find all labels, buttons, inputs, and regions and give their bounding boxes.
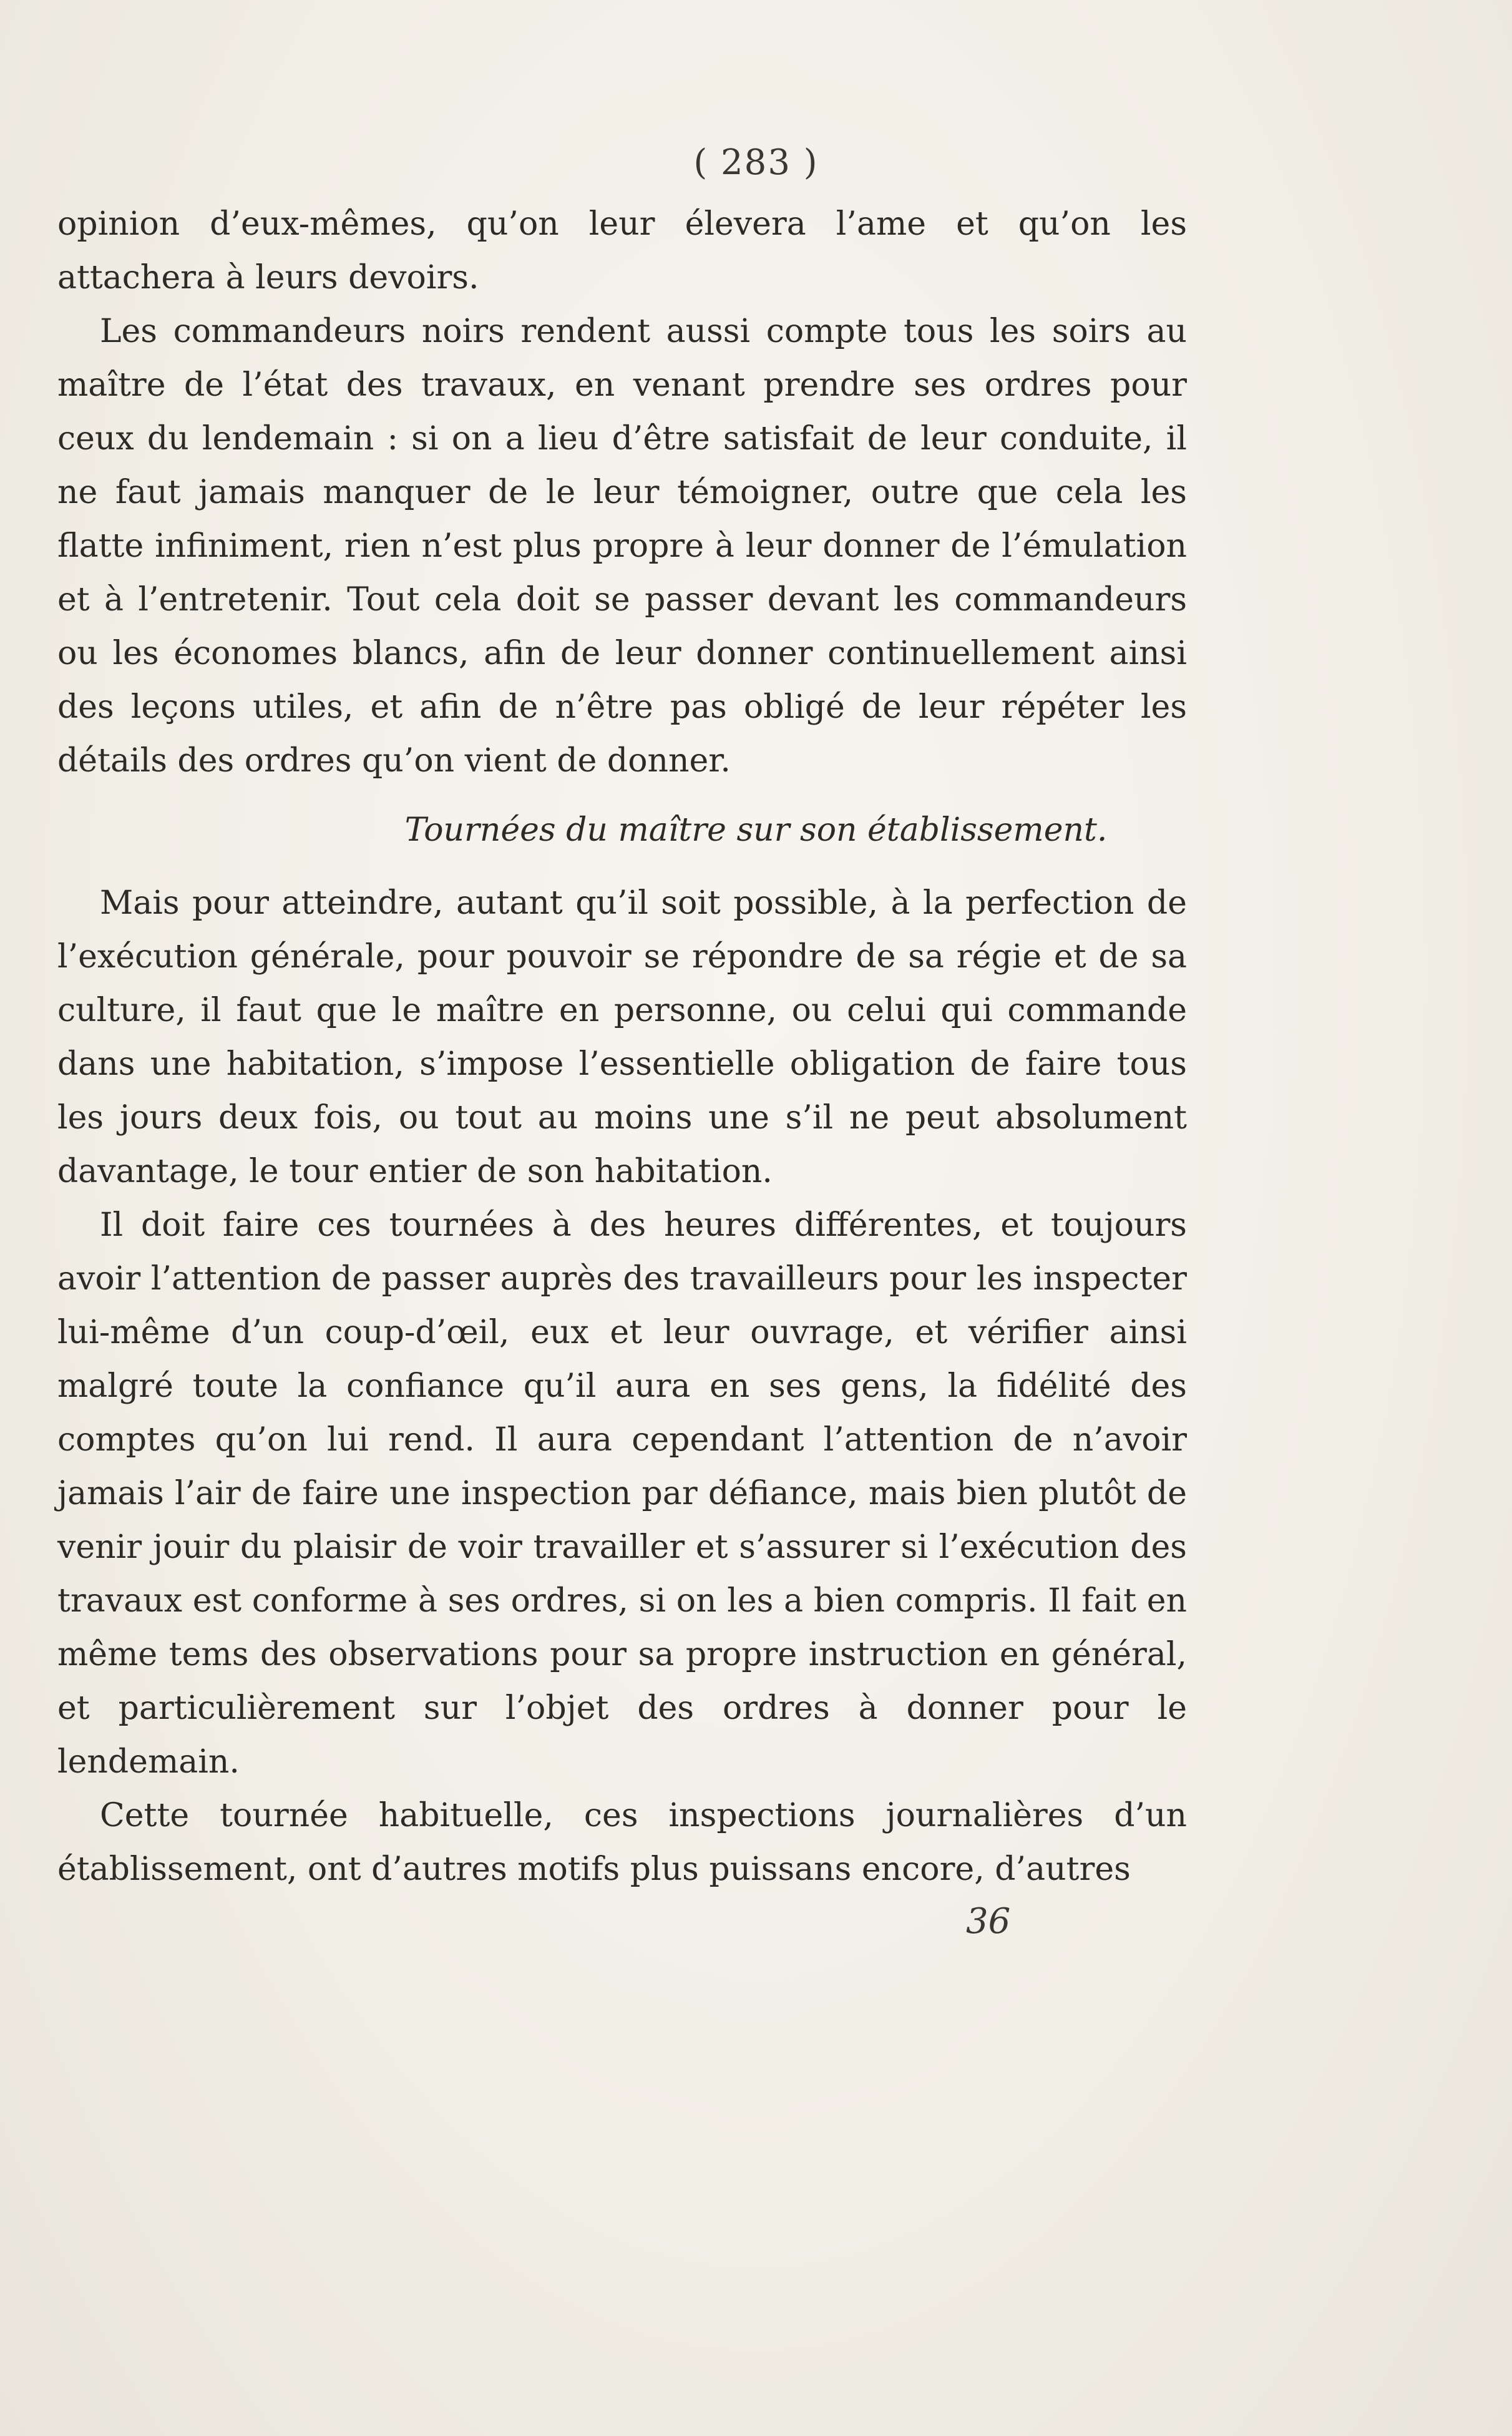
paragraph: opinion d’eux-mêmes, qu’on leur élevera l’ame et qu’on les attachera à leurs devoirs. <box>57 205 1187 296</box>
text-block-bottom <box>57 876 1187 1896</box>
section-heading: Tournées du maître sur son établissement. <box>404 811 1108 849</box>
signature-mark: 36 <box>966 1901 1011 1942</box>
text-block-top <box>57 197 1187 788</box>
paragraph: Mais pour atteindre, autant qu’il soit possible, à la perfection de l’exécution générale, pour pouvoir se répondre de sa régie et de sa culture, il faut que le maître en personne, ou celui qui commande dans une habitation, s’impose l’essentielle obligation de faire tous les jours deux fois, ou tout au moins une s’il ne peut absolument davantage, le tour entier de son habitation. <box>57 884 1187 1190</box>
paragraph: Il doit faire ces tournées à des heures différentes, et toujours avoir l’attention de passer auprès des travailleurs pour les inspecter lui-même d’un coup-d’œil, eux et leur ouvrage, et vérifier ainsi malgré toute la confiance qu’il aura en ses gens, la fidélité des comptes qu’on lui rend. Il aura cependant l’attention de n’avoir jamais l’air de faire une inspection par défiance, mais bien plutôt de venir jouir du plaisir de voir travailler et s’assurer si l’exécution des travaux est conforme à ses ordres, si on les a bien compris. Il fait en même tems des observations pour sa propre instruction en général, et particulièrement sur l’objet des ordres à donner pour le lendemain. <box>57 1206 1187 1781</box>
paragraph: Les commandeurs noirs rendent aussi compte tous les soirs au maître de l’état des travaux, en venant prendre ses ordres pour ceux du lendemain : si on a lieu d’être satisfait de leur conduite, il ne faut jamais manquer de le leur témoigner, outre que cela les flatte infiniment, rien n’est plus propre à leur donner de l’émulation et à l’entretenir. Tout cela doit se passer devant les commandeurs ou les économes blancs, afin de leur donner continuellement ainsi des leçons utiles, et afin de n’être pas obligé de leur répéter les détails des ordres qu’on vient de donner. <box>57 313 1187 780</box>
page-number: ( 283 ) <box>693 142 819 183</box>
paragraph: Cette tournée habituelle, ces inspections journalières d’un établissement, ont d’autres motifs plus puissans encore, d’autres <box>57 1797 1187 1888</box>
